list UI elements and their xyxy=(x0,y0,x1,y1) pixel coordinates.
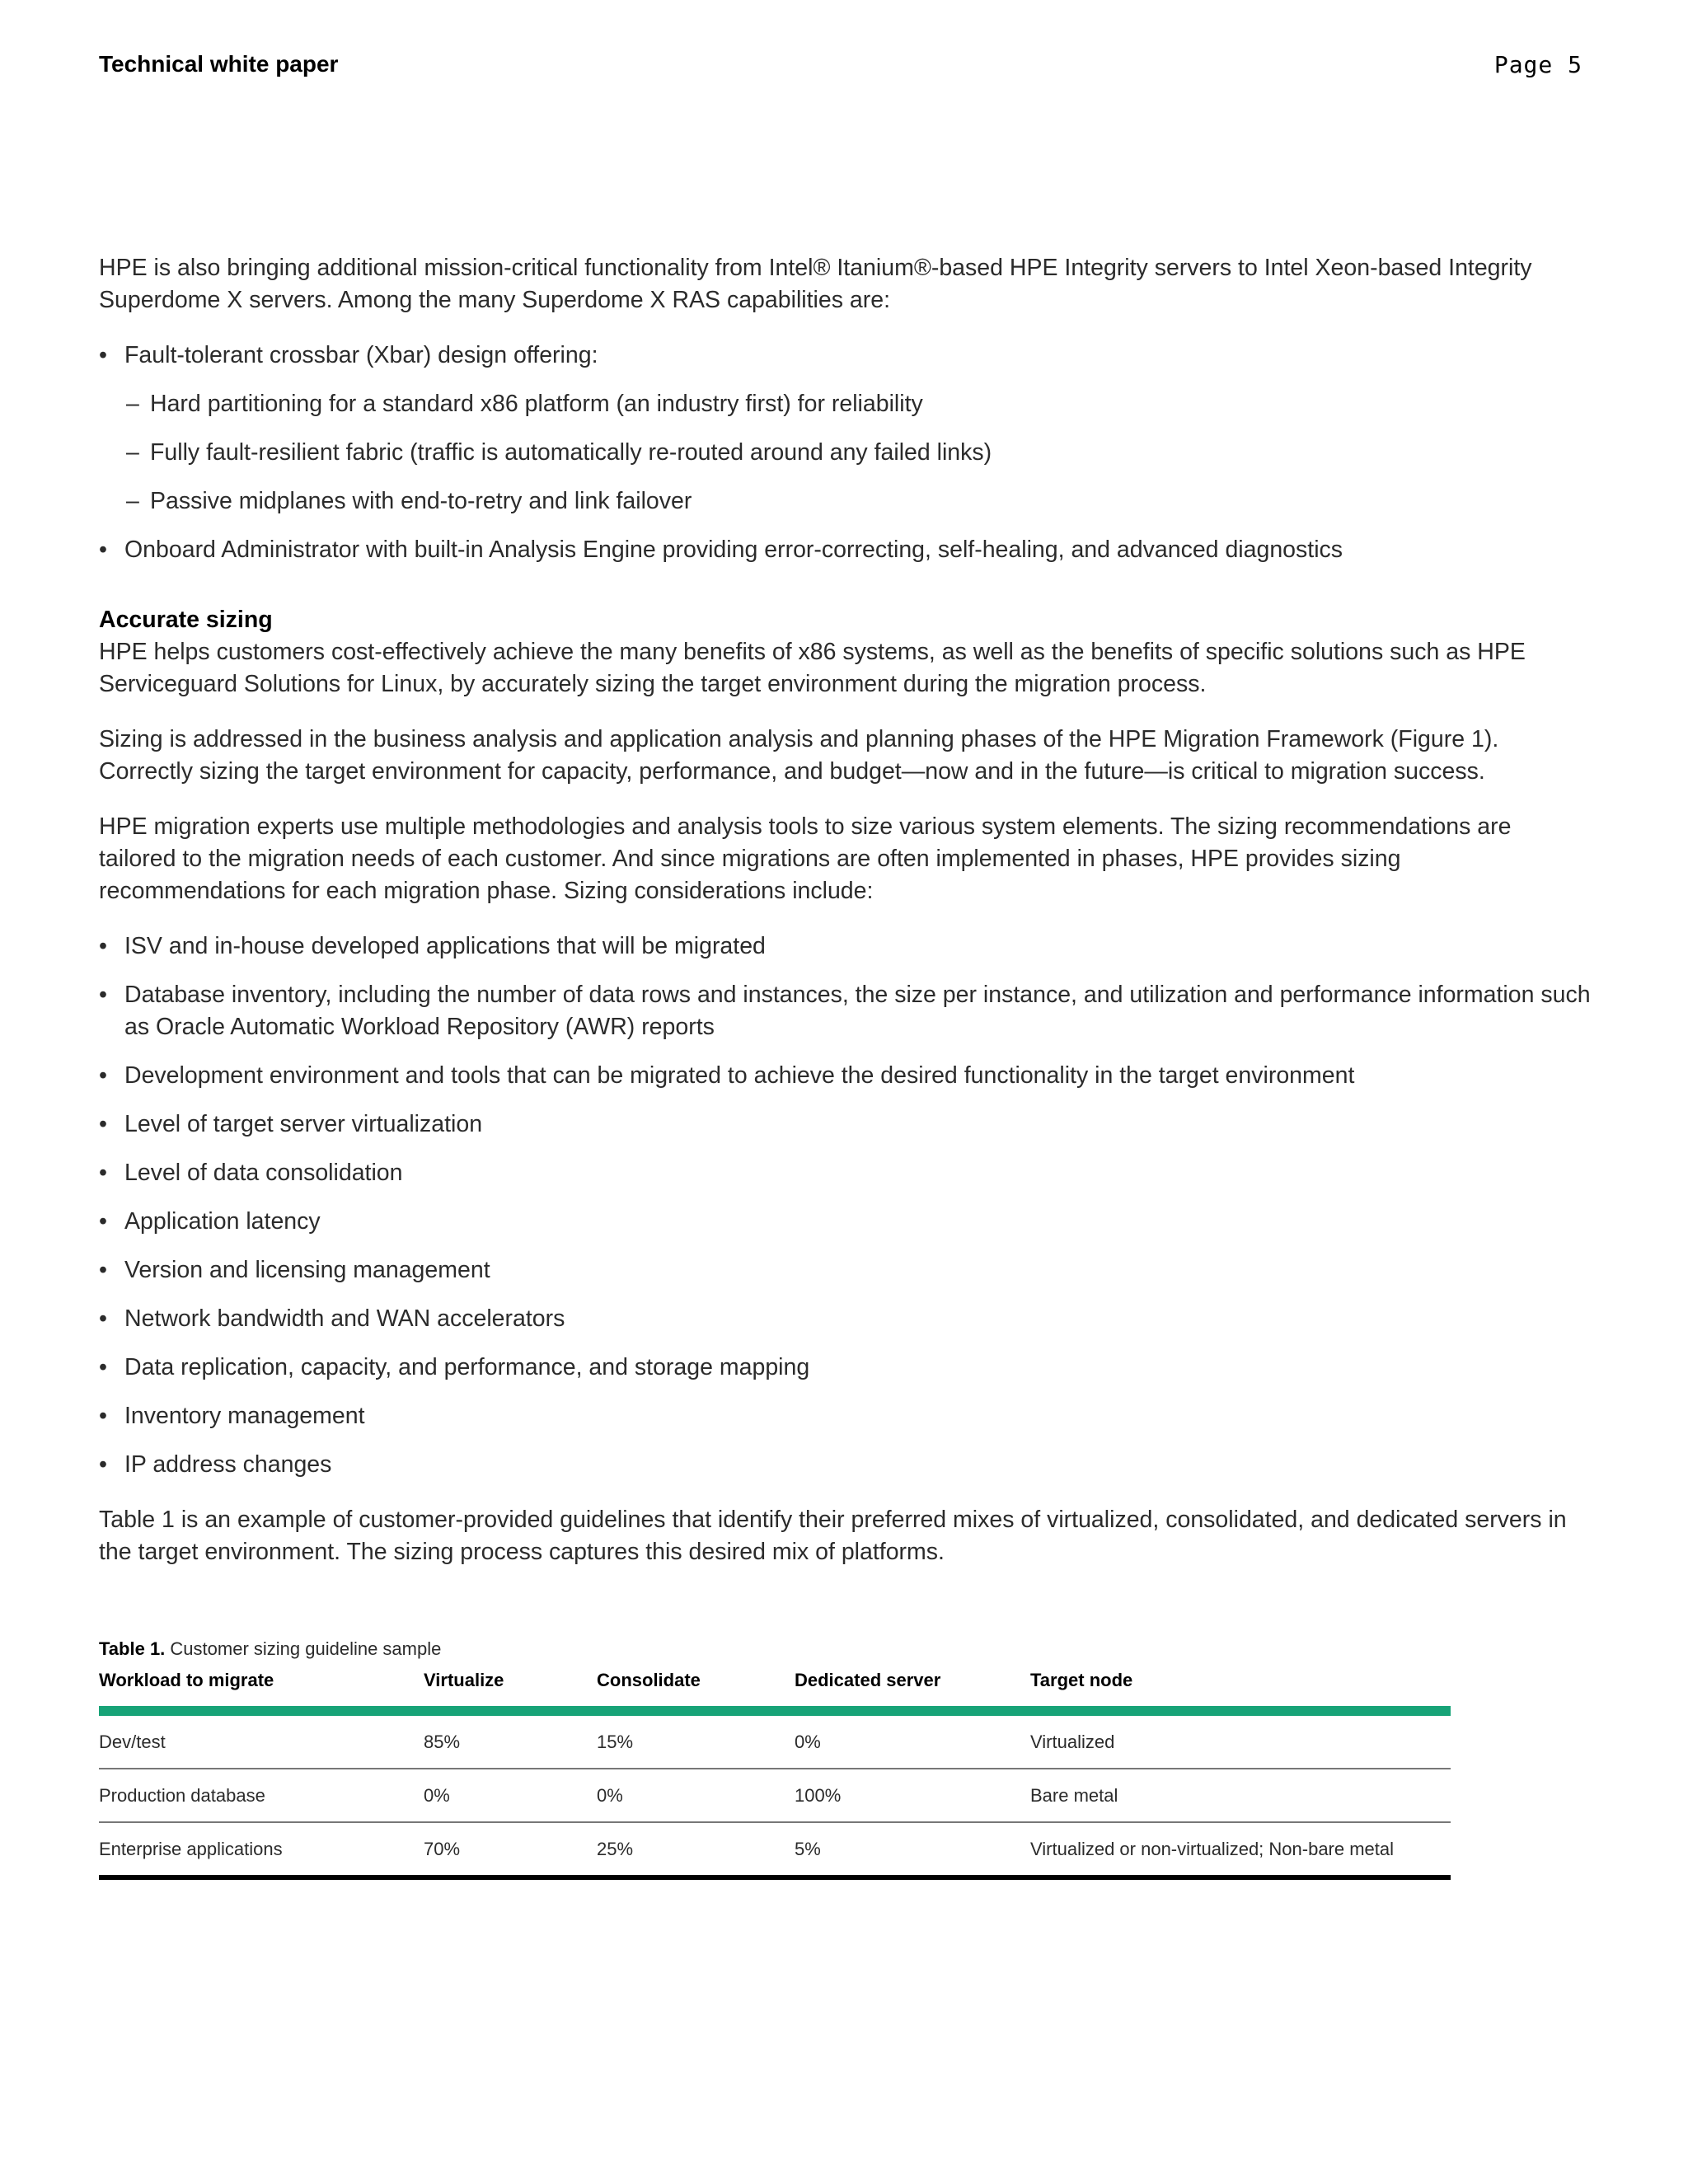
column-header: Workload to migrate xyxy=(99,1670,424,1711)
intro-paragraph: HPE is also bringing additional mission-critical functionality from Intel® Itanium®-based HPE Integrity servers to Intel Xeon-based Integrity Superdome X servers. Among the many Superdome X RAS capabilities are: xyxy=(99,255,1532,313)
list-item: • Network bandwidth and WAN accelerators xyxy=(99,1303,1591,1335)
ras-capabilities-list xyxy=(99,340,1591,566)
paragraph: HPE helps customers cost-effectively achieve the many benefits of x86 systems, as well as the benefits of specific solutions such as HPE Serviceguard Solutions for Linux, by accurately sizing the target environment during the migration process. xyxy=(99,639,1526,697)
list-item: • ISV and in-house developed applications that will be migrated xyxy=(99,930,1591,963)
paragraph: HPE migration experts use multiple methodologies and analysis tools to size various system elements. The sizing recommendations are tailored to the migration needs of each customer. And since migrations are often implemented in phases, HPE provides sizing recommendations for each migration phase. Sizing considerations include: xyxy=(99,813,1512,904)
list-item: • Level of target server virtualization xyxy=(99,1108,1591,1141)
table-cell: Virtualized xyxy=(1030,1711,1451,1769)
table-row xyxy=(99,1711,1451,1769)
column-header: Target node xyxy=(1030,1670,1451,1711)
table-cell: Enterprise applications xyxy=(99,1822,424,1877)
column-header: Consolidate xyxy=(597,1670,795,1711)
sizing-guideline-table xyxy=(99,1670,1451,1880)
table-cell: Dev/test xyxy=(99,1711,424,1769)
table-cell: 0% xyxy=(795,1711,1030,1769)
table-caption xyxy=(99,1638,441,1660)
column-header: Dedicated server xyxy=(795,1670,1030,1711)
paragraph: Sizing is addressed in the business analysis and application analysis and planning phases of the HPE Migration Framework (Figure 1). Correctly sizing the target environment for capacity, performance, and budget—now and in the future—is critical to migration success. xyxy=(99,726,1499,785)
table-cell: 15% xyxy=(597,1711,795,1769)
table-header-row xyxy=(99,1670,1451,1711)
paragraph: Table 1 is an example of customer-provided guidelines that identify their preferred mixes of virtualized, consolidated, and dedicated servers in the target environment. The sizing process captures this desired mix of platforms. xyxy=(99,1507,1567,1565)
list-item xyxy=(99,340,1591,518)
sizing-considerations-list xyxy=(99,930,1591,1481)
table-row xyxy=(99,1769,1451,1822)
list-item: • Application latency xyxy=(99,1206,1591,1238)
list-item: • Database inventory, including the number of data rows and instances, the size per instance, and utilization and performance information such as Oracle Automatic Workload Repository (AWR) reports xyxy=(99,979,1591,1043)
table-caption-text: Customer sizing guideline sample xyxy=(165,1638,442,1659)
table-cell: 25% xyxy=(597,1822,795,1877)
table-cell: Production database xyxy=(99,1769,424,1822)
table-cell: 70% xyxy=(424,1822,597,1877)
page-number: Page 5 xyxy=(1493,51,1582,78)
list-item-text: Fault-tolerant crossbar (Xbar) design offering: xyxy=(124,342,598,368)
sub-list-item: – Hard partitioning for a standard x86 platform (an industry first) for reliability xyxy=(124,388,1591,420)
table-cell: 5% xyxy=(795,1822,1030,1877)
table-cell: Bare metal xyxy=(1030,1769,1451,1822)
list-item: • Inventory management xyxy=(99,1400,1591,1432)
list-item: • Level of data consolidation xyxy=(99,1157,1591,1189)
table-cell: 0% xyxy=(424,1769,597,1822)
list-item: • Version and licensing management xyxy=(99,1254,1591,1286)
column-header: Virtualize xyxy=(424,1670,597,1711)
xbar-sub-list xyxy=(124,388,1591,518)
table-cell: 0% xyxy=(597,1769,795,1822)
list-item: • Development environment and tools that can be migrated to achieve the desired functionality in the target environment xyxy=(99,1060,1591,1092)
table-row xyxy=(99,1822,1451,1877)
section-heading: Accurate sizing xyxy=(99,607,273,633)
table-caption-label: Table 1. xyxy=(99,1638,166,1659)
table-cell: 85% xyxy=(424,1711,597,1769)
sub-list-item: – Fully fault-resilient fabric (traffic is automatically re-routed around any failed links) xyxy=(124,437,1591,469)
table-cell: Virtualized or non-virtualized; Non-bare metal xyxy=(1030,1822,1451,1877)
sub-list-item: – Passive midplanes with end-to-retry and link failover xyxy=(124,485,1591,518)
main-content xyxy=(99,252,1591,1591)
list-item: • Data replication, capacity, and performance, and storage mapping xyxy=(99,1352,1591,1384)
document-title: Technical white paper xyxy=(99,51,339,77)
table-cell: 100% xyxy=(795,1769,1030,1822)
list-item: • IP address changes xyxy=(99,1449,1591,1481)
list-item: • Onboard Administrator with built-in Analysis Engine providing error-correcting, self-healing, and advanced diagnostics xyxy=(99,534,1591,566)
